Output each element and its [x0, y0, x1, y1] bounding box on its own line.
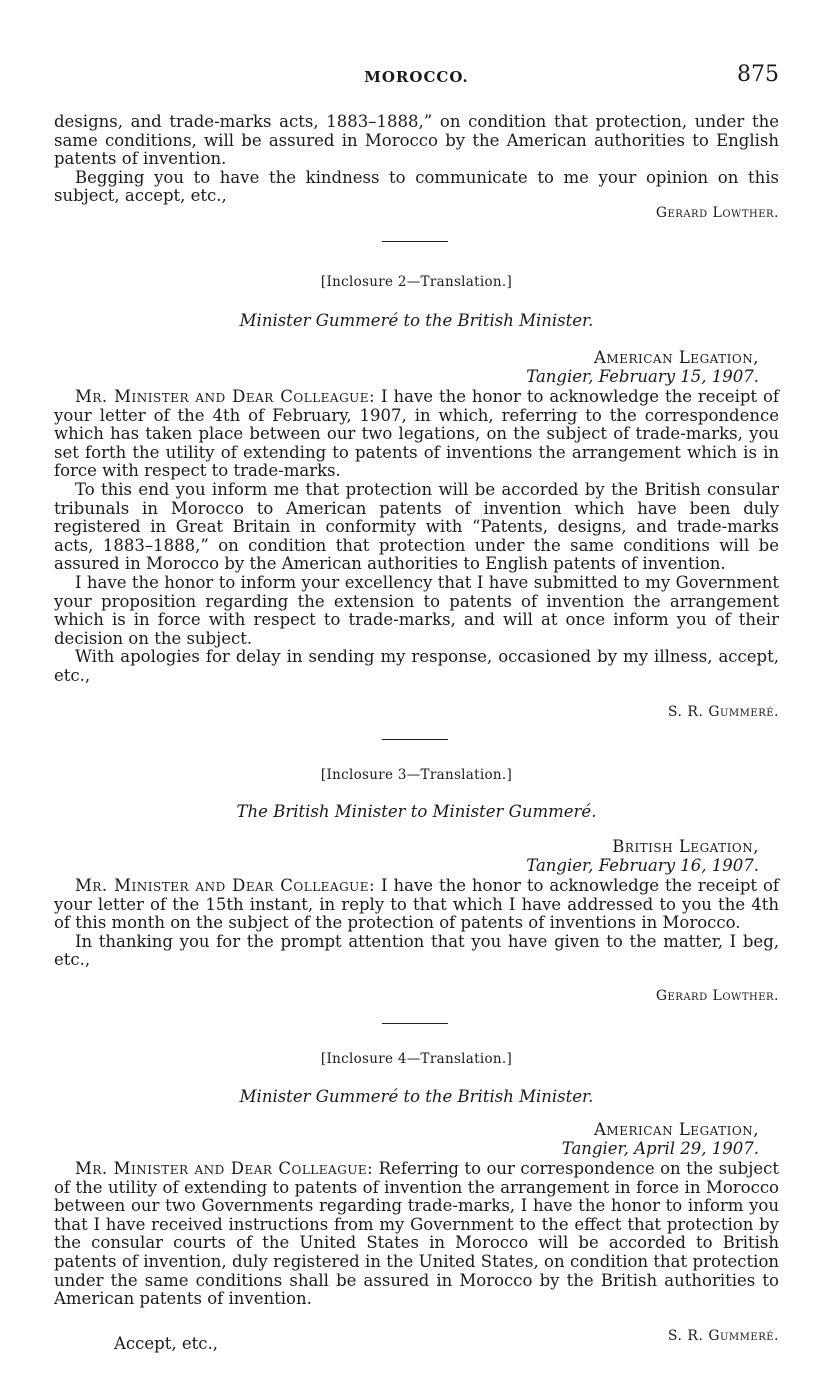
section-divider	[382, 1023, 448, 1024]
inclosure-2-paragraph-1: Mr. Minister and Dear Colleague: I have the honor to acknowledge the receipt of your letter of the 4th of February, 1907, in which, referring to the correspondence which has taken place between our two legations, on the subject of trade-marks, you set forth the utility of extending to patents of inventions the arrangement which is in force with respect to trade-marks.	[54, 387, 780, 481]
inclosure-2-dateline	[526, 348, 759, 386]
inclosure-4-dateline	[562, 1120, 759, 1158]
intro-paragraph-2: Begging you to have the kindness to communicate to me your opinion on this subject, accept, etc.,	[54, 167, 779, 206]
inclosure-3-paragraph-1: Mr. Minister and Dear Colleague: I have the honor to acknowledge the receipt of your letter of the 15th instant, in reply to that which I have addressed to you the 4th of this month on the subject of the protection of patents of inventions in Morocco.	[54, 876, 780, 933]
inclosure-3-title: The British Minister to Minister Gummeré.	[236, 802, 597, 821]
inclosure-4-closing: Accept, etc.,	[114, 1334, 218, 1353]
inclosure-3-label: [Inclosure 3—Translation.]	[320, 767, 513, 783]
inclosure-4-date: Tangier, April 29, 1907.	[561, 1139, 759, 1158]
inclosure-3-date: Tangier, February 16, 1907.	[526, 856, 759, 875]
inclosure-4-signature: S. R. Gummeré.	[667, 1328, 779, 1344]
inclosure-4-body	[54, 1160, 779, 1309]
inclosure-2-date: Tangier, February 15, 1907.	[526, 367, 759, 386]
page-number: 875	[737, 62, 779, 87]
inclosure-2-paragraph-2: To this end you inform me that protection will be accorded by the British consular tribunals in Morocco to American patents of invention which have been duly registered in Great Britain in conformity with “Patents, designs, and trade-marks acts, 1883–1888,” on condition that protection under the same conditions will be assured in Morocco by the American authorities to English patents of invention.	[54, 479, 779, 574]
inclosure-3-body	[54, 877, 779, 970]
inclosure-2-salutation: Mr. Minister and Dear Colleague:	[75, 387, 376, 406]
page-header	[54, 62, 779, 92]
inclosure-4-salutation: Mr. Minister and Dear Colleague:	[75, 1159, 374, 1178]
inclosure-2-place: American Legation,	[594, 348, 759, 367]
inclosure-2-title: Minister Gummeré to the British Minister.	[239, 311, 594, 330]
inclosure-3-signature: Gerard Lowther.	[655, 988, 779, 1004]
running-title: MOROCCO.	[364, 68, 469, 86]
inclosure-3-salutation: Mr. Minister and Dear Colleague:	[75, 876, 376, 895]
inclosure-4-title: Minister Gummeré to the British Minister.	[239, 1087, 594, 1106]
inclosure-3-paragraph-2: In thanking you for the prompt attention that you have given to the matter, I beg, etc.,	[54, 931, 779, 970]
section-divider	[382, 739, 448, 740]
inclosure-2-signature: S. R. Gummeré.	[667, 704, 779, 720]
inclosure-4-place: American Legation,	[594, 1120, 759, 1139]
intro-paragraph-1: designs, and trade-marks acts, 1883–1888,” on condition that protection, under the same conditions, will be assured in Morocco by the American authorities to English patents of invention.	[54, 112, 779, 169]
intro-section	[54, 113, 779, 206]
inclosure-2-paragraph-3: I have the honor to inform your excellency that I have submitted to my Government your proposition regarding the extension to patents of invention the arrangement which is in force with respect to trade-marks, and will at once inform you of their decision on the subject.	[54, 572, 779, 648]
inclosure-4-label: [Inclosure 4—Translation.]	[320, 1051, 513, 1067]
inclosure-3-place: British Legation,	[612, 837, 759, 856]
inclosure-2-paragraph-4: With apologies for delay in sending my response, occasioned by my illness, accept, etc.,	[54, 647, 779, 685]
inclosure-2-body	[54, 388, 779, 686]
section-divider	[382, 241, 448, 242]
inclosure-2-label: [Inclosure 2—Translation.]	[320, 274, 513, 290]
inclosure-3-dateline	[526, 837, 759, 875]
intro-signature: Gerard Lowther.	[655, 205, 779, 221]
inclosure-4-paragraph-1: Mr. Minister and Dear Colleague: Referring to our correspondence on the subject of the utility of extending to patents of invention the arrangement in force in Morocco between our two Governments regarding trade-marks, I have the honor to inform you that I have received instructions from my Government to the effect that protection by the consular courts of the United States in Morocco will be accorded to British patents of invention, duly registered in the United States, on condition that protection under the same conditions shall be assured in Morocco by the British authorities to American patents of invention.	[54, 1159, 779, 1309]
